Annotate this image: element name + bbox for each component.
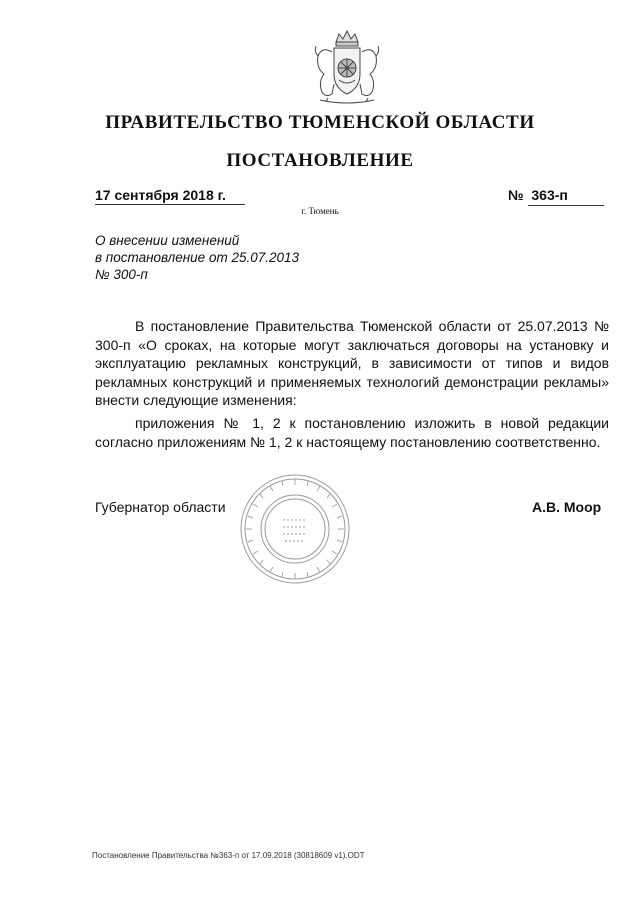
document-subject xyxy=(95,232,299,283)
document-body xyxy=(95,317,609,455)
document-date: 17 сентября 2018 г. xyxy=(95,187,245,205)
subject-line: О внесении изменений xyxy=(95,233,240,248)
subject-line: № 300-п xyxy=(95,267,148,282)
signer-name: А.В. Моор xyxy=(532,499,602,515)
subject-line: в постановление от 25.07.2013 xyxy=(95,250,300,265)
body-paragraph: приложения № 1, 2 к постановлению изложить в новой редакции согласно приложениям № 1, 2 к настоящему постановлению соответственно. xyxy=(95,414,609,450)
number-value: 363-п xyxy=(531,187,568,203)
coat-of-arms-icon xyxy=(306,28,388,108)
city: г. Тюмень xyxy=(301,206,339,216)
official-seal-icon xyxy=(238,472,352,586)
document-type: ПОСТАНОВЛЕНИЕ xyxy=(226,150,414,171)
government-title: ПРАВИТЕЛЬСТВО ТЮМЕНСКОЙ ОБЛАСТИ xyxy=(105,112,535,133)
document-number xyxy=(508,187,568,203)
body-paragraph: В постановление Правительства Тюменской области от 25.07.2013 № 300-п «О сроках, на которые могут заключаться договоры на установку и эксплуатацию рекламных конструкций, в зависимости от типов и видов рекламных конструкций и применяемых технологий демонстрации рекламы» внести следующие изменения: xyxy=(95,318,609,409)
number-sign: № xyxy=(508,187,524,203)
footer-file-reference: Постановление Правительства №363-п от 17.09.2018 (30818609 v1).ODT xyxy=(92,851,365,860)
signer-position: Губернатор области xyxy=(95,499,226,515)
